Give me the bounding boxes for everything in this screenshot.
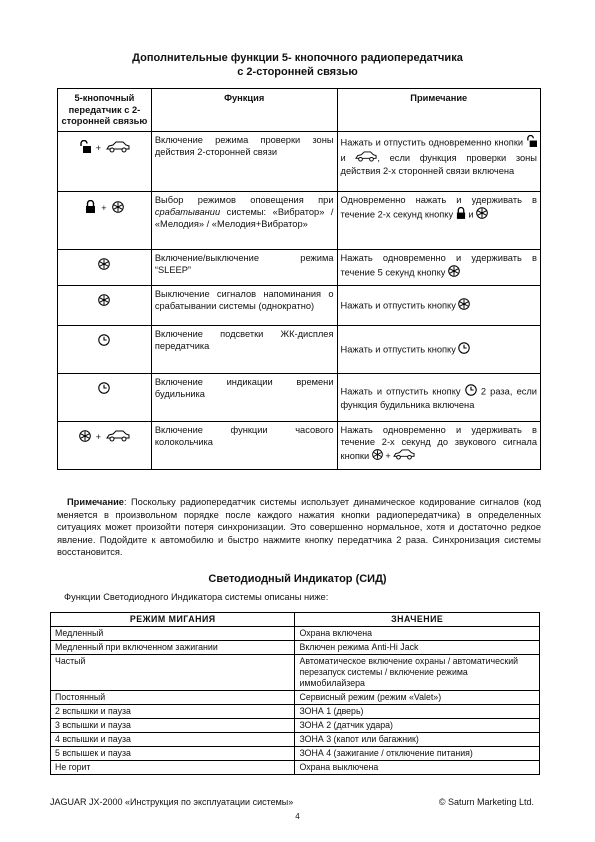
note-paragraph	[57, 496, 541, 559]
col-header-transmitter: 5-кнопочный передатчик с 2-сторонней связью	[58, 89, 152, 132]
snowflake-icon	[79, 430, 91, 446]
section-intro: Функции Светодиодного Индикатора системы описаны ниже:	[64, 592, 329, 602]
lock-open-icon	[526, 135, 537, 151]
note-label: Примечание	[67, 497, 124, 507]
button-combo	[58, 286, 152, 326]
mode-cell: 5 вспышек и пауза	[51, 747, 295, 761]
note-cell: Нажать и отпустить одновременно кнопки и , если функция проверки зоны действия 2-х сторонней связи включена	[337, 132, 540, 192]
snowflake-icon	[458, 298, 470, 314]
clock-icon	[458, 342, 470, 358]
function-cell: Выключение сигналов напоминания о срабатывании системы (однократно)	[151, 286, 337, 326]
snowflake-icon	[98, 258, 110, 274]
function-cell: Включение подсветки ЖК-дисплея передатчика	[151, 326, 337, 374]
page-number: 4	[295, 812, 300, 821]
mode-cell: 4 вспышки и пауза	[51, 733, 295, 747]
snowflake-icon	[112, 201, 124, 217]
led-table	[50, 612, 540, 775]
title-line-2: с 2-сторонней связью	[237, 66, 358, 78]
note-text: : Поскольку радиопередатчик системы использует динамическое кодирование сигналов (код меняется в произвольном порядке после каждого нажатия кнопки радиопередатчика) в определенных ситуациях может произойти потеря синхронизации. Это совершенно нормальное, хотя и достаточно редкое явление. Подойдите к автомобилю и быстро нажмите кнопку передатчика 2 раза. Синхронизация системы восстановится.	[57, 497, 541, 557]
lock-closed-icon	[85, 200, 96, 217]
meaning-cell: Автоматическое включение охраны / автоматический перезапуск системы / включение режима иммобилайзера	[295, 655, 540, 691]
snowflake-icon	[372, 449, 383, 464]
functions-table	[57, 88, 541, 470]
page-title	[0, 51, 595, 79]
table-row	[51, 705, 540, 719]
table-row	[51, 761, 540, 775]
footer	[50, 797, 540, 807]
col-header-meaning: ЗНАЧЕНИЕ	[295, 613, 540, 627]
footer-left: JAGUAR JX-2000 «Инструкция по эксплуатации системы»	[50, 797, 294, 807]
note-cell: Нажать одновременно и удерживать в течение 2-х секунд до звукового сигнала кнопки +	[337, 422, 540, 470]
meaning-cell: ЗОНА 3 (капот или багажник)	[295, 733, 540, 747]
button-combo	[58, 326, 152, 374]
lock-open-icon	[79, 140, 91, 157]
meaning-cell: Сервисный режим (режим «Valet»)	[295, 691, 540, 705]
table-row	[58, 192, 541, 250]
car-icon	[106, 430, 130, 446]
table-row	[51, 691, 540, 705]
note-cell: Нажать и отпустить кнопку	[337, 326, 540, 374]
button-combo: +	[58, 422, 152, 470]
table-row	[51, 733, 540, 747]
mode-cell: Медленный	[51, 627, 295, 641]
mode-cell: Не горит	[51, 761, 295, 775]
table-row	[58, 374, 541, 422]
title-line-1: Дополнительные функции 5- кнопочного радиопередатчика	[132, 52, 463, 64]
note-cell: Нажать и отпустить кнопку 2 раза, если функция будильника включена	[337, 374, 540, 422]
snowflake-icon	[448, 265, 460, 281]
mode-cell: 2 вспышки и пауза	[51, 705, 295, 719]
table-row	[58, 326, 541, 374]
mode-cell: 3 вспышки и пауза	[51, 719, 295, 733]
col-header-note: Примечание	[337, 89, 540, 132]
function-cell: Включение функции часового колокольчика	[151, 422, 337, 470]
note-cell: Нажать одновременно и удерживать в течение 5 секунд кнопку	[337, 250, 540, 286]
mode-cell: Частый	[51, 655, 295, 691]
clock-icon	[98, 382, 110, 398]
note-cell: Одновременно нажать и удерживать в течение 2-х секунд кнопку и	[337, 192, 540, 250]
table-row	[51, 747, 540, 761]
note-cell: Нажать и отпустить кнопку	[337, 286, 540, 326]
col-header-function: Функция	[151, 89, 337, 132]
col-header-mode: РЕЖИМ МИГАНИЯ	[51, 613, 295, 627]
button-combo	[58, 250, 152, 286]
table-row	[51, 655, 540, 691]
meaning-cell: ЗОНА 2 (датчик удара)	[295, 719, 540, 733]
clock-icon	[98, 334, 110, 350]
table-row	[58, 286, 541, 326]
function-cell: Включение/выключение режима “SLEEP”	[151, 250, 337, 286]
section-heading: Светодиодный Индикатор (СИД)	[208, 573, 387, 585]
lock-closed-icon	[456, 207, 466, 223]
snowflake-icon	[98, 294, 110, 310]
led-table-header	[51, 613, 540, 627]
functions-table-header	[58, 89, 541, 132]
clock-icon	[465, 384, 477, 400]
car-icon	[393, 449, 415, 464]
button-combo	[58, 374, 152, 422]
table-row	[51, 627, 540, 641]
car-icon	[355, 151, 377, 166]
function-cell: Включение индикации времени будильника	[151, 374, 337, 422]
mode-cell: Постоянный	[51, 691, 295, 705]
snowflake-icon	[476, 207, 488, 223]
meaning-cell: ЗОНА 1 (дверь)	[295, 705, 540, 719]
footer-right: © Saturn Marketing Ltd.	[438, 797, 534, 807]
meaning-cell: ЗОНА 4 (зажигание / отключение питания)	[295, 747, 540, 761]
meaning-cell: Охрана выключена	[295, 761, 540, 775]
table-row	[51, 719, 540, 733]
meaning-cell: Охрана включена	[295, 627, 540, 641]
table-row	[51, 641, 540, 655]
table-row	[58, 132, 541, 192]
function-cell: Включение режима проверки зоны действия 2-сторонней связи	[151, 132, 337, 192]
button-combo: +	[58, 132, 152, 192]
button-combo: +	[58, 192, 152, 250]
car-icon	[106, 141, 130, 157]
table-row	[58, 250, 541, 286]
table-row	[58, 422, 541, 470]
mode-cell: Медленный при включенном зажигании	[51, 641, 295, 655]
function-cell: Выбор режимов оповещения при срабатывании системы: «Вибратор» / «Мелодия» / «Мелодия+Вибратор»	[151, 192, 337, 250]
meaning-cell: Включен режима Anti-Hi Jack	[295, 641, 540, 655]
